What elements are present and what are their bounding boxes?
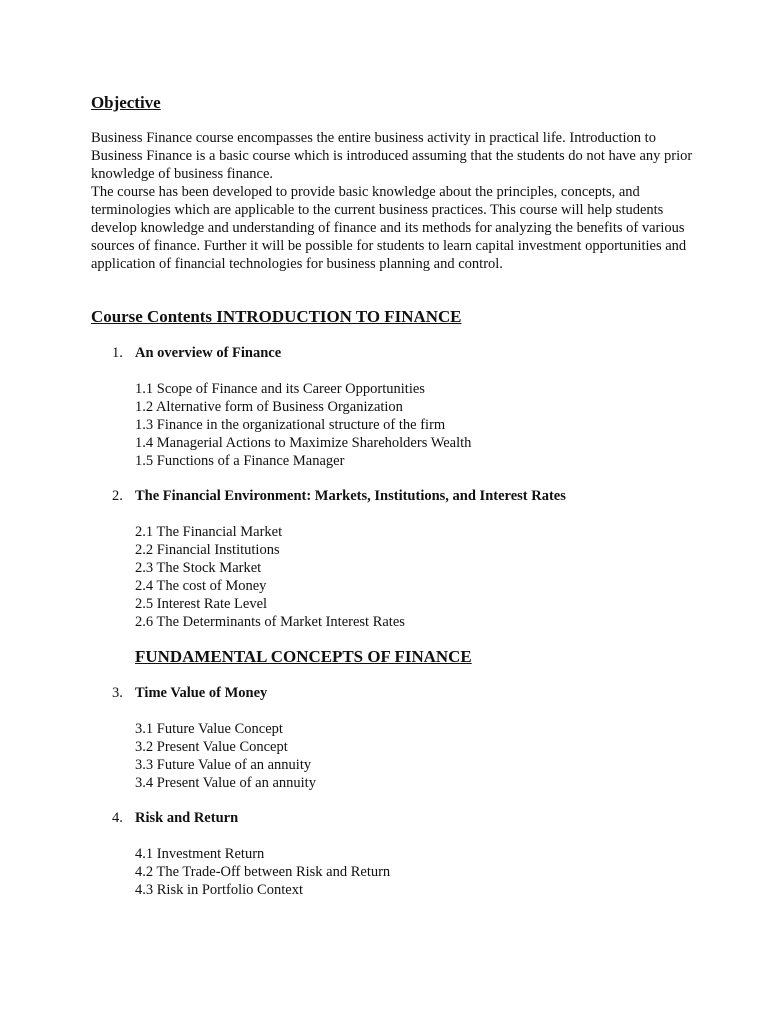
module-name: Time Value of Money (135, 685, 268, 701)
topic-list (135, 845, 768, 899)
topic-list (135, 720, 768, 792)
objective-heading: Objective (91, 93, 161, 112)
module-number: 4. (112, 810, 123, 826)
topic-item: 3.1 Future Value Concept (135, 721, 283, 737)
topic-list (135, 523, 768, 631)
topic-item: 2.2 Financial Institutions (135, 542, 280, 558)
topic-item: 4.3 Risk in Portfolio Context (135, 882, 303, 898)
topic-item: 2.4 The cost of Money (135, 578, 267, 594)
module-title (0, 487, 768, 505)
course-contents-heading: Course Contents INTRODUCTION TO FINANCE (91, 307, 462, 326)
objective-body (91, 129, 711, 273)
topic-item: 1.4 Managerial Actions to Maximize Shareholders Wealth (135, 435, 472, 451)
topic-item: 1.3 Finance in the organizational structure of the firm (135, 417, 446, 433)
module-name: Risk and Return (135, 810, 239, 826)
topic-item: 2.6 The Determinants of Market Interest Rates (135, 614, 405, 630)
topic-item: 1.2 Alternative form of Business Organization (135, 399, 403, 415)
topic-item: 3.4 Present Value of an annuity (135, 775, 316, 791)
module-title (0, 344, 768, 362)
module-title (0, 809, 768, 827)
topic-item: 2.1 The Financial Market (135, 524, 283, 540)
topic-item: 1.1 Scope of Finance and its Career Opportunities (135, 381, 425, 397)
topic-item: 1.5 Functions of a Finance Manager (135, 453, 345, 469)
module-name: The Financial Environment: Markets, Institutions, and Interest Rates (135, 488, 566, 504)
objective-paragraph: The course has been developed to provide basic knowledge about the principles, concepts, and terminologies which are applicable to the current business practices. This course will help students develop knowledge and understanding of finance and its methods for analyzing the benefits of various sources of finance. Further it will be possible for students to learn capital investment opportunities and application of financial technologies for business planning and control. (91, 184, 687, 272)
module-title (0, 684, 768, 702)
topic-item: 2.3 The Stock Market (135, 560, 262, 576)
module-number: 2. (112, 488, 123, 504)
module-section (0, 809, 768, 898)
topic-item: 2.5 Interest Rate Level (135, 596, 268, 612)
topic-item: 4.2 The Trade-Off between Risk and Return (135, 864, 391, 880)
module-number: 3. (112, 685, 123, 701)
module-name: An overview of Finance (135, 345, 282, 361)
topic-item: 3.2 Present Value Concept (135, 739, 288, 755)
objective-paragraph: Business Finance course encompasses the entire business activity in practical life. Introduction to Business Finance is a basic course which is introduced assuming that the students do not have any prior knowledge of business finance. (91, 130, 693, 182)
module-section (0, 344, 768, 469)
topic-item: 3.3 Future Value of an annuity (135, 757, 312, 773)
topic-item: 4.1 Investment Return (135, 846, 265, 862)
topic-list (135, 380, 768, 470)
module-section (0, 684, 768, 791)
module-number: 1. (112, 345, 123, 361)
fundamental-concepts-heading: FUNDAMENTAL CONCEPTS OF FINANCE (135, 647, 472, 666)
module-section (0, 487, 768, 630)
